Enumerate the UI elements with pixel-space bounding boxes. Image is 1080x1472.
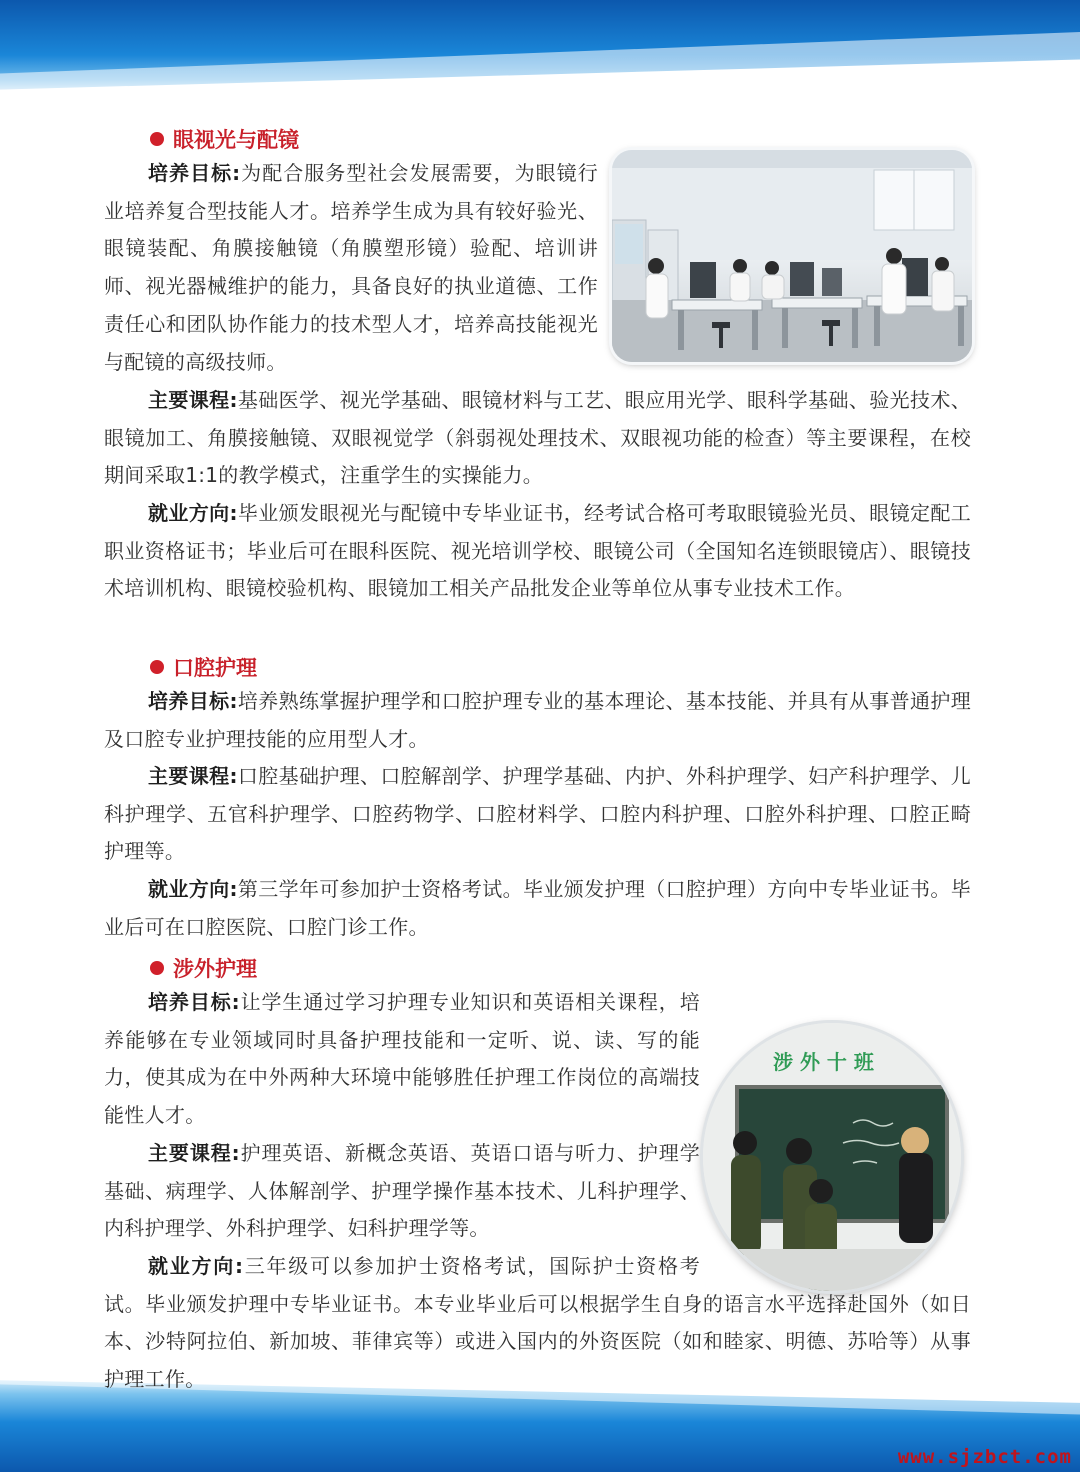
- paragraph-oral-career: 就业方向:第三学年可参加护士资格考试。毕业颁发护理（口腔护理）方向中专毕业证书。毕业后可在口腔医院、口腔门诊工作。: [104, 877, 971, 939]
- paragraph-optometry-courses: 主要课程:基础医学、视光学基础、眼镜材料与工艺、眼应用光学、眼科学基础、验光技术、眼镜加工、角膜接触镜、双眼视觉学（斜弱视处理技术、双眼视功能的检查）等主要课程，在校期间采取1:1的教学模式，注重学生的实操能力。: [104, 388, 971, 488]
- paragraph-foreign-courses-flow: 主要课程:护理英语、新概念英语、英语口语与听力、护理学基础、病理学、人体解剖学、护理学操作基本技术、儿科护理学、内科护理学、外科护理学、妇科护理学等。: [104, 1140, 700, 1241]
- blackboard-title: 涉 外 十 班: [773, 1050, 874, 1074]
- bullet-dot-icon: [150, 961, 164, 975]
- paragraph-oral-goal: 培养目标:培养熟练掌握护理学和口腔护理专业的基本理论、基本技能、并具有从事普通护理及口腔专业护理技能的应用型人才。: [104, 689, 971, 751]
- section-title-optometry: 眼视光与配镜: [150, 124, 299, 154]
- classroom-scene-illustration: [703, 1023, 961, 1291]
- paragraph-foreign-goal-line1: 培养目标:让学生通过学习护理专业知识和英语相关课程，培养能够在专业领域同时具备护理技能和一定听、说、读、写的能力，使其成为在中外两种大环境中能够胜任护理工作岗位的高端技能性人才。 主要课程:护理英语、新概念英语、英语口语与听力、护理学基础、病理学、人体解剖学、护理学操作基本技术、儿科护理学、内科护理学、外科护理学、妇科护理学等。 就业方向:三年级可以参加护士资格考试，国际护士资格考试。毕业颁发护理中专毕业证书。本专业毕业后可以根据学生自身的语言水平选择赴国外（如日本、沙特阿拉伯、新加坡、菲律宾等）或进入国内的外资医院（如和睦家、明德、苏哈等）从事护理工作。: [104, 984, 971, 1399]
- section-title-oral-nursing: 口腔护理: [150, 652, 257, 682]
- paragraph-oral-courses: 主要课程:口腔基础护理、口腔解剖学、护理学基础、内护、外科护理学、妇产科护理学、儿科护理学、五官科护理学、口腔药物学、口腔材料学、口腔内科护理、口腔外科护理、口腔正畸护理等。: [104, 764, 971, 864]
- classroom-photo: [703, 1023, 961, 1291]
- section-title-foreign-nursing: 涉外护理: [150, 953, 257, 983]
- lab-scene-illustration: [612, 150, 972, 362]
- bullet-dot-icon: [150, 132, 164, 146]
- bullet-dot-icon: [150, 660, 164, 674]
- paragraph-optometry-goal: 培养目标:为配合服务型社会发展需要，为眼镜行业培养复合型技能人才。培养学生成为具有较好验光、眼镜装配、角膜接触镜（角膜塑形镜）验配、培训讲师、视光器械维护的能力，具备良好的执业道德、工作责任心和团队协作能力的技术型人才，培养高技能视光与配镜的高级技师。: [104, 161, 598, 374]
- paragraph-optometry-career: 就业方向:毕业颁发眼视光与配镜中专毕业证书，经考试合格可考取眼镜验光员、眼镜定配工职业资格证书；毕业后可在眼科医院、视光培训学校、眼镜公司（全国知名连锁眼镜店）、眼镜技术培训机构、眼镜校验机构、眼镜加工相关产品批发企业等单位从事专业技术工作。: [104, 501, 971, 601]
- optometry-lab-photo: [612, 150, 972, 362]
- paragraph-foreign-career-flow: 就业方向:三年级可以参加护士资格考试，国际护士资格考试。毕业颁发护理中专毕业证书。本专业毕业后可以根据学生自身的语言水平选择赴国外（如日本、沙特阿拉伯、新加坡、菲律宾等）或进入国内的外资医院（如和睦家、明德、苏哈等）从事护理工作。: [104, 1253, 971, 1392]
- top-banner: [0, 0, 1080, 100]
- site-watermark: www.sjzbct.com: [897, 1446, 1072, 1468]
